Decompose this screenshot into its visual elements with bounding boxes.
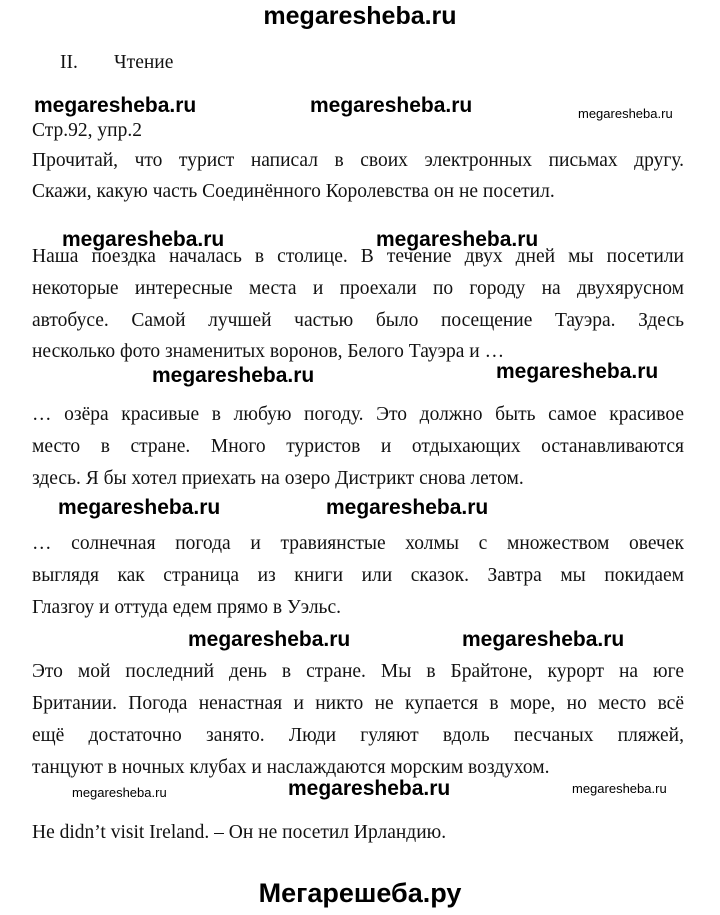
email-1-line: Наша поездка началась в столице. В течение двух дней мы посетили <box>32 246 684 267</box>
watermark: megaresheba.ru <box>326 496 489 519</box>
task-line: Скажи, какую часть Соединённого Королевства он не посетил. <box>32 181 555 202</box>
email-4-line: Британии. Погода ненастная и никто не купается в море, но место всё <box>32 693 684 714</box>
watermark: megaresheba.ru <box>572 781 667 796</box>
watermark: megaresheba.ru <box>72 785 167 800</box>
watermark: megaresheba.ru <box>310 94 473 117</box>
watermark: megaresheba.ru <box>496 360 659 383</box>
email-4-line: ещё достаточно занято. Люди гуляют вдоль песчаных пляжей, <box>32 725 684 746</box>
email-3-line: … солнечная погода и травиянстые холмы с множеством овечек <box>32 533 684 554</box>
email-2-line: … озёра красивые в любую погоду. Это должно быть самое красивое <box>32 404 684 425</box>
watermark: megaresheba.ru <box>152 364 315 387</box>
header-watermark: megaresheba.ru <box>263 2 457 30</box>
watermark: megaresheba.ru <box>62 228 225 251</box>
section-title: Чтение <box>114 52 174 73</box>
footer-watermark: Мегарешеба.ру <box>258 878 462 908</box>
email-1-line: автобусе. Самой лучшей частью было посещение Тауэра. Здесь <box>32 310 684 331</box>
email-3-line: Глазгоу и оттуда едем прямо в Уэльс. <box>32 597 341 618</box>
answer-line: He didn’t visit Ireland. – Он не посетил Ирландию. <box>32 822 447 843</box>
watermark: megaresheba.ru <box>288 777 451 800</box>
watermark: megaresheba.ru <box>462 628 625 651</box>
watermark: megaresheba.ru <box>578 106 673 121</box>
email-1-line: несколько фото знаменитых воронов, Белого Тауэра и … <box>32 341 505 362</box>
exercise-ref: Стр.92, упр.2 <box>32 120 142 141</box>
section-number: II. <box>60 52 78 73</box>
email-4-line: танцуют в ночных клубах и наслаждаются морским воздухом. <box>32 757 550 778</box>
email-2-line: место в стране. Много туристов и отдыхающих останавливаются <box>32 436 684 457</box>
email-1-line: некоторые интересные места и проехали по городу на двухярусном <box>32 278 684 299</box>
watermark: megaresheba.ru <box>34 94 197 117</box>
watermark: megaresheba.ru <box>376 228 539 251</box>
email-2-line: здесь. Я бы хотел приехать на озеро Дистрикт снова летом. <box>32 468 524 489</box>
watermark: megaresheba.ru <box>58 496 221 519</box>
task-line: Прочитай, что турист написал в своих электронных письмах другу. <box>32 150 684 171</box>
email-4-line: Это мой последний день в стране. Мы в Брайтоне, курорт на юге <box>32 661 684 682</box>
email-3-line: выглядя как страница из книги или сказок. Завтра мы покидаем <box>32 565 684 586</box>
watermark: megaresheba.ru <box>188 628 351 651</box>
